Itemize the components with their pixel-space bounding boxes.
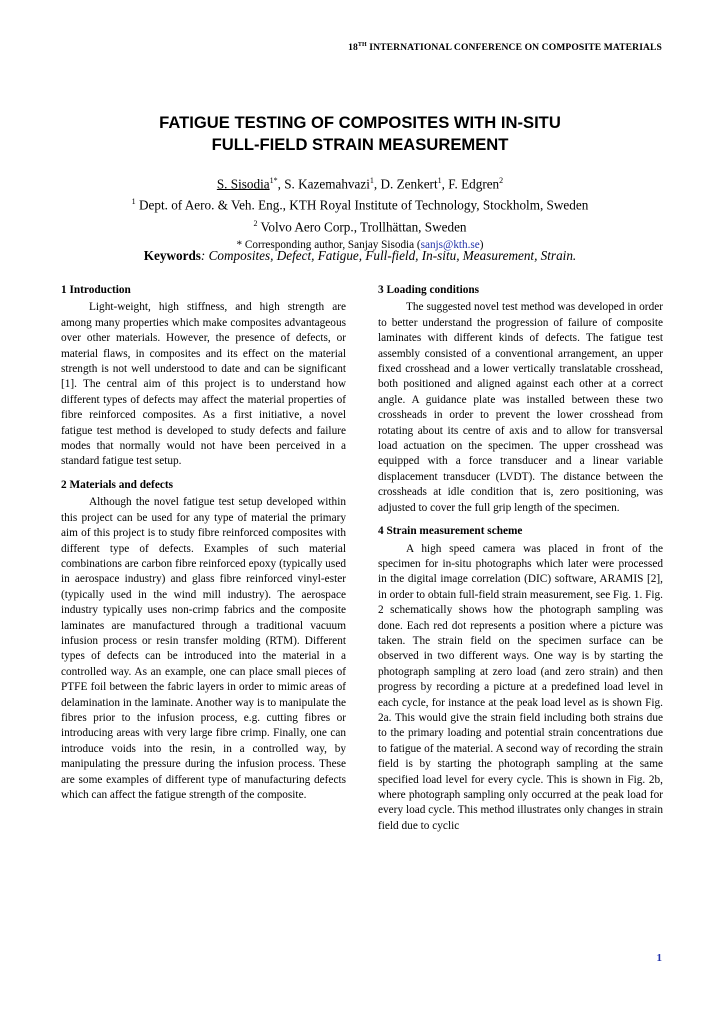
- section-heading-introduction: 1 Introduction: [61, 284, 131, 296]
- right-column: [378, 283, 663, 842]
- section-heading-materials: 2 Materials and defects: [61, 478, 174, 491]
- running-header: 18TH INTERNATIONAL CONFERENCE ON COMPOSITE MATERIALS: [348, 42, 662, 54]
- materials-paragraph: Although the novel fatigue test setup developed within this project can be used for any type of material the primary aim of this project is to study fibre reinforced composites with different type of defects. Examples of such material combinations are carbon fibre reinforced epoxy (typically used in aerospace industry) and glass fibre reinforced vinyl-ester (typically used in the wind mill industry). The aerospace industry typically uses non-crimp fabrics and the composite laminates are manufactured through a traditional vacuum infusion process or resin transfer molding (RTM). Different types of defects can be introduced into the material in a controlled way. As an example, one can place small pieces of PTFE foil between the fabric layers in order to mimic areas of delamination in the laminate. Another way is to manipulate the fibres prior to the infusion process, e.g. cutting fibres or introducing areas with very large fibre crimp. Finally, one can introduce voids into the resin, in a controlled way, by manipulating the pressure during the infusion process. These are some examples of different type of manufacturing defects which can affect the fatigue strength of the composite.: [61, 496, 346, 801]
- loading-paragraph: The suggested novel test method was developed in order to better understand the progression of failure of composite laminates with different kinds of defects. The fatigue test assembly consisted of a conventional arrangement, an upper fixed crosshead and a lower vertically translatable crosshead, both positioned and aligned against each other at a correct angle. A guidance plate was installed between these two crossheads in order to prevent the lower crosshead from rotating about its centre of axis and to allow for transversal load actuation on the specimen. The upper crosshead was equipped with a force transducer and a linear variable displacement transducer (LVDT). The distance between the crossheads at idle condition that is, zero positioning, was adjusted to cover the full grip length of the specimen.: [378, 301, 663, 514]
- section-heading-loading: 3 Loading conditions: [378, 284, 480, 296]
- author-block: [0, 172, 720, 254]
- author-3: D. Zenkert: [380, 176, 438, 192]
- strain-paragraph: A high speed camera was placed in front of the specimen for in-situ photographs which later were processed in the digital image correlation (DIC) software, ARAMIS [2], in order to obtain full-field strain measurement, see Fig. 1. Fig. 2 schematically shows how the photograph sampling was done. Each red dot represents a position where a picture was taken. The strain field on the specimen surface can be observed in two different ways. One way is by starting the photograph sampling at zero load (and zero strain) and then progress by recording a picture at a predefined load level in each cycle, for instance at the peak load level as is shown Fig. 2a. This would give the strain field including both strains due to the primary loading and potential strain concentrations due to fatigue of the material. A second way of recording the strain field is by starting the photograph sampling at the same specified load level for every cycle. This is shown in Fig. 2b, where photograph sampling only occurred at the peak load for every load cycle. This method illustrates only changes in strain field due to cyclic: [378, 542, 663, 832]
- author-1: S. Sisodia: [216, 176, 270, 192]
- author-list: S. Sisodia$^{1*}$, S. Kazemahvazi$^1$, D. Zenkert$^1$, F. Edgren$^2$: [216, 176, 504, 192]
- introduction-paragraph: Light-weight, high stiffness, and high strength are among many properties which make composites advantageous over other materials. However, the presence of defects, or material flaws, in composites and its effect on the material strength is not well understood to date and can be significant [1]. The central aim of this project is to understand how different types of defects may affect the material properties of fibre reinforced composites. As a first initiative, a novel fatigue test method is developed to study defects and failure modes that normally would not have been perceived in a standard fatigue test setup.: [61, 301, 346, 468]
- author-email-link[interactable]: sanjs@kth.se: [420, 239, 480, 252]
- author-4: F. Edgren: [448, 176, 500, 192]
- affiliation-2: $^2$ Volvo Aero Corp., Trollhättan, Sweden: [253, 218, 467, 235]
- section-heading-strain: 4 Strain measurement scheme: [378, 525, 523, 538]
- paper-title: [0, 112, 720, 156]
- page-number: 1: [656, 952, 662, 964]
- left-column: [61, 283, 346, 811]
- keywords-line: [0, 248, 720, 264]
- title-line-1: FATIGUE TESTING OF COMPOSITES WITH IN-SITU: [159, 113, 561, 132]
- keywords-text: : Composites, Defect, Fatigue, Full-field, In-situ, Measurement, Strain.: [200, 248, 577, 263]
- title-line-2: FULL-FIELD STRAIN MEASUREMENT: [211, 135, 509, 154]
- corresponding-author: * Corresponding author, Sanjay Sisodia (sanjs@kth.se): [236, 239, 484, 252]
- affiliation-1: $^1$ Dept. of Aero. & Veh. Eng., KTH Royal Institute of Technology, Stockholm, Sweden: [131, 197, 589, 213]
- author-2: S. Kazemahvazi: [284, 176, 370, 192]
- keywords-label: Keywords: [143, 248, 201, 263]
